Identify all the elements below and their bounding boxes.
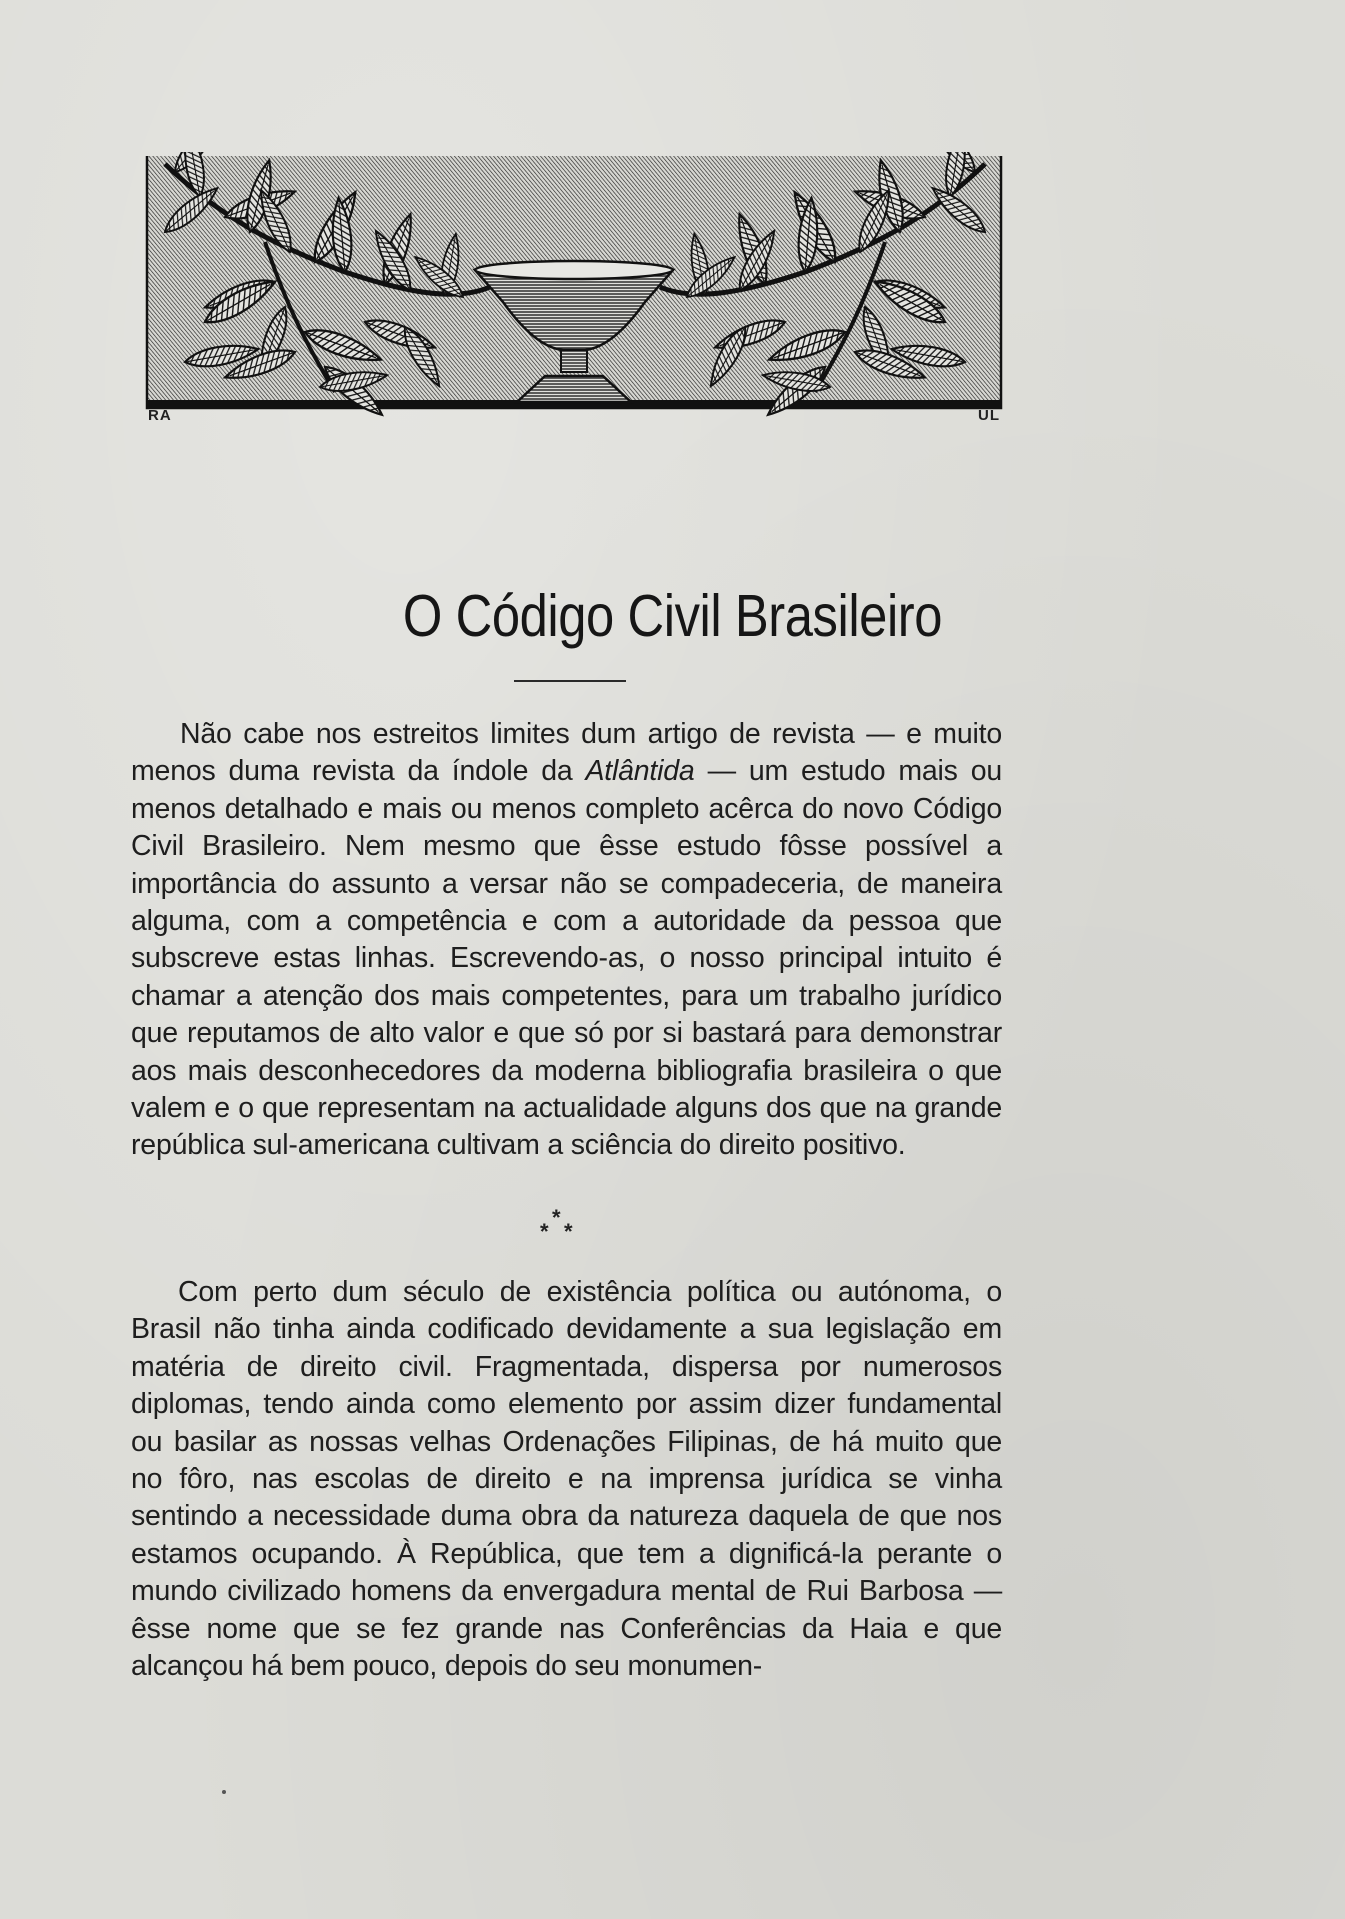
asterism-star-right: * bbox=[564, 1219, 573, 1244]
signature-left: RA bbox=[148, 407, 172, 424]
article-title: O Código Civil Brasileiro bbox=[402, 583, 943, 649]
asterism-star-left: * bbox=[540, 1219, 549, 1244]
title-divider bbox=[514, 680, 626, 682]
paragraph-1-part-b: — um estudo mais ou menos detalhado e mais ou menos completo acêrca do novo Código Civil Brasileiro. Nem mesmo que êsse estudo fôsse possível a importância do assunto a versar não se compadeceria, de maneira alguma, com a competência e com a autoridade da pessoa que subscreve estas linhas. Escrevendo-as, o nosso principal intuito é chamar a atenção dos mais competentes, para um trabalho jurídico que reputamos de alto valor e que só por si bastará para demonstrar aos mais desconhecedores da moderna bibliografia brasileira o que valem e o que representam na actualidade alguns dos que na grande república sul-americana cultivam a sciência do direito positivo. bbox=[131, 755, 1002, 1162]
journal-name: Atlântida bbox=[585, 755, 695, 788]
paragraph-1 bbox=[131, 716, 1002, 1165]
paper-speck bbox=[222, 1790, 226, 1794]
asterism-star-top: * bbox=[552, 1205, 561, 1230]
laurel-urn-ornament bbox=[145, 152, 1005, 422]
paragraph-1-part-a: Não cabe nos estreitos limites dum artigo de revista — e muito menos duma revista da índole da bbox=[131, 718, 1002, 788]
asterism-divider bbox=[530, 1205, 590, 1255]
paragraph-2: Com perto dum século de existência política ou autónoma, o Brasil não tinha ainda codificado devidamente a sua legislação em matéria de direito civil. Fragmentada, dispersa por numerosos diplomas, tendo ainda como elemento por assim dizer fundamental ou basilar as nossas velhas Ordenações Filipinas, de há muito que no fôro, nas escolas de direito e na imprensa jurídica se vinha sentindo a necessidade duma obra da natureza daquela de que nos estamos ocupando. À República, que tem a dignificá-la perante o mundo civilizado homens da envergadura mental de Rui Barbosa — êsse nome que se fez grande nas Conferências da Haia e que alcançou há bem pouco, depois do seu monumen- bbox=[131, 1276, 1002, 1683]
signature-right: UL bbox=[978, 407, 1000, 424]
